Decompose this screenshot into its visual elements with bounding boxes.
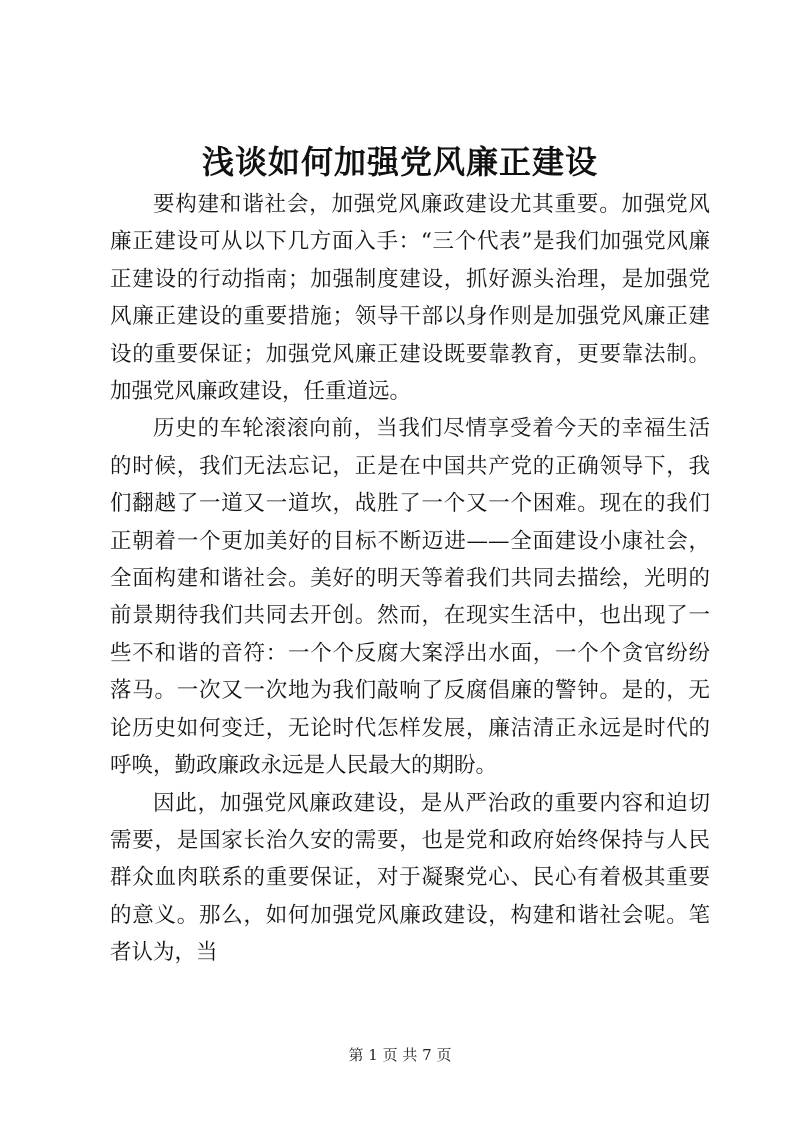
document-title: 浅谈如何加强党风廉正建设 (201, 143, 598, 181)
paragraph-3: 因此，加强党风廉政建设，是从严治政的重要内容和迫切需要，是国家长治久安的需要，也是党和政府始终保持与人民群众血肉联系的重要保证，对于凝聚党心、民心有着极其重要的意义。那么，如何加强党风廉政建设，构建和谐社会呢。笔者认为，当 (110, 790, 710, 966)
paragraph-1: 要构建和谐社会，加强党风廉政建设尤其重要。加强党风廉正建设可从以下几方面入手：“三个代表”是我们加强党风廉正建设的行动指南；加强制度建设，抓好源头治理，是加强党风廉正建设的重要措施；领导干部以身作则是加强党风廉正建设的重要保证；加强党风廉正建设既要靠教育，更要靠法制。加强党风廉政建设，任重道远。 (110, 192, 710, 405)
page-number-footer: 第 1 页 共 7 页 (348, 1046, 452, 1064)
paragraph-2: 历史的车轮滚滚向前，当我们尽情享受着今天的幸福生活的时候，我们无法忘记，正是在中国共产党的正确领导下，我们翻越了一道又一道坎，战胜了一个又一个困难。现在的我们正朝着一个更加美好的目标不断迈进——全面建设小康社会，全面构建和谐社会。美好的明天等着我们共同去描绘，光明的前景期待我们共同去开创。然而，在现实生活中，也出现了一些不和谐的音符：一个个反腐大案浮出水面，一个个贪官纷纷落马。一次又一次地为我们敲响了反腐倡廉的警钟。是的，无论历史如何变迁，无论时代怎样发展，廉洁清正永远是时代的呼唤，勤政廉政永远是人民最大的期盼。 (110, 416, 710, 779)
document-body (110, 186, 710, 972)
